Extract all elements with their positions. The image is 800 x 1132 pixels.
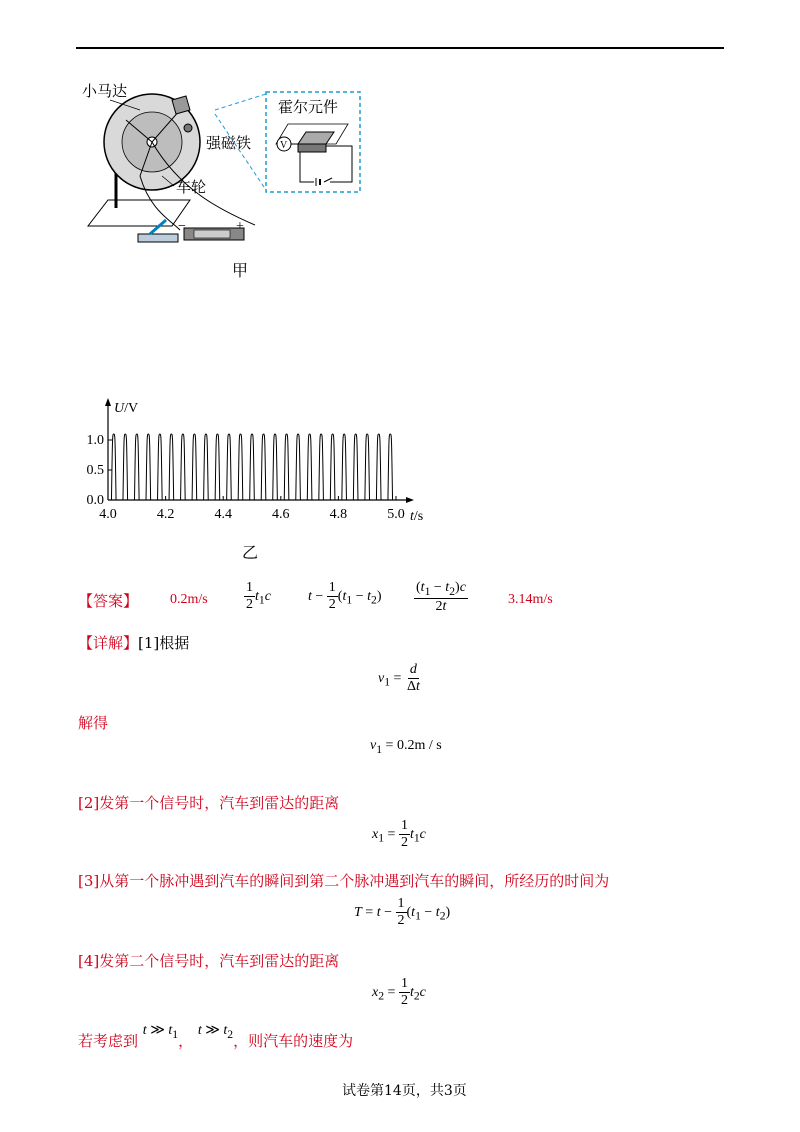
- y-tick-label: 1.0: [86, 433, 104, 448]
- answer-4: $\frac{(t_1 - t_2)c}{2t}$: [416, 580, 466, 615]
- header-rule: [76, 47, 724, 49]
- figure-yi-chart: [80, 392, 440, 532]
- eq-x1: $x_1$ = $\frac{1}{2}$ $t_1c$: [372, 818, 426, 851]
- figure-jia: [80, 80, 370, 280]
- pulse: [365, 434, 370, 500]
- svg-text:V: V: [280, 140, 288, 151]
- pulse: [376, 434, 381, 500]
- answer-label: 【答案】: [78, 592, 139, 610]
- pulse: [353, 434, 358, 500]
- label-motor: 小马达: [82, 84, 128, 100]
- pulse: [388, 434, 393, 500]
- pulse: [146, 434, 151, 500]
- pulse: [273, 434, 278, 500]
- pulse: [284, 434, 289, 500]
- answer-2: $\frac{1}{2}$ $t_1c$: [246, 580, 271, 613]
- x-axis-arrow: [406, 497, 414, 503]
- step1-text: [1]根据: [138, 634, 190, 652]
- pulse: [215, 434, 220, 500]
- minus-sign: −: [178, 219, 186, 234]
- y-axis-arrow: [105, 398, 111, 406]
- x-tick-label: 4.2: [156, 507, 175, 522]
- x-tick-label: 5.0: [387, 507, 405, 522]
- label-magnet: 强磁铁: [206, 136, 252, 152]
- y-tick-label: 0.5: [86, 463, 104, 478]
- x-tick-label: 4.6: [272, 507, 290, 522]
- pulse: [330, 434, 335, 500]
- pulse: [342, 434, 347, 500]
- x-tick-label: 4.4: [214, 507, 232, 522]
- magnet: [184, 124, 192, 132]
- pulse: [296, 434, 301, 500]
- x-tick-label: 4.0: [99, 507, 117, 522]
- step4-text: [4]发第二个信号时，汽车到雷达的距离: [78, 952, 340, 970]
- hall-element: [298, 132, 334, 144]
- pulse: [192, 434, 197, 500]
- pulse: [319, 434, 324, 500]
- page-footer: 试卷第14页，共3页: [342, 1083, 467, 1099]
- eq-T: T = t − $\frac{1}{2}$ $(t_1 - t_2)$: [354, 896, 451, 929]
- answer-1: 0.2m/s: [170, 592, 208, 607]
- answer-3: t − $\frac{1}{2}$ $(t_1 - t_2)$: [308, 580, 382, 613]
- caption-yi: 乙: [242, 543, 259, 562]
- base-plate: [88, 200, 190, 226]
- pulse: [169, 434, 174, 500]
- pulse: [307, 434, 312, 500]
- eq-x2: $x_2$ = $\frac{1}{2}$ $t_2c$: [372, 976, 426, 1009]
- pulse: [134, 434, 139, 500]
- eq-v1-def: $v_1$ = $\frac{d}{\Delta t}$: [378, 662, 420, 695]
- pulse: [181, 434, 186, 500]
- pulse: [227, 434, 232, 500]
- detail-label: 【详解】: [78, 634, 139, 652]
- caption-jia: 甲: [232, 261, 249, 280]
- pulse: [111, 434, 116, 500]
- solve-text: 解得: [78, 714, 109, 732]
- label-hall: 霍尔元件: [278, 100, 339, 116]
- pulse: [261, 434, 266, 500]
- pulse: [250, 434, 255, 500]
- switch: [138, 234, 178, 242]
- pulse: [158, 434, 163, 500]
- step2-text: [2]发第一个信号时，汽车到雷达的距离: [78, 794, 340, 812]
- pulse: [204, 434, 209, 500]
- plus-sign: +: [236, 219, 244, 234]
- y-tick-label: 0.0: [86, 493, 104, 508]
- x-tick-label: 4.8: [329, 507, 348, 522]
- x-axis-label: t/s: [410, 509, 424, 524]
- y-axis-label: U/V: [114, 401, 139, 416]
- pulse: [238, 434, 243, 500]
- consider-line: 若考虑到 t ≫ $t_1$， t ≫ $t_2$，则汽车的速度为: [78, 1023, 354, 1050]
- eq-v1-value: $v_1 = 0.2m / s$: [370, 738, 442, 756]
- answer-5: 3.14m/s: [508, 592, 553, 607]
- label-wheel: 车轮: [176, 180, 207, 196]
- step3-text: [3]从第一个脉冲遇到汽车的瞬间到第二个脉冲遇到汽车的瞬间，所经历的时间为: [78, 872, 610, 890]
- detail-line-1: [78, 632, 189, 653]
- pulse: [123, 434, 128, 500]
